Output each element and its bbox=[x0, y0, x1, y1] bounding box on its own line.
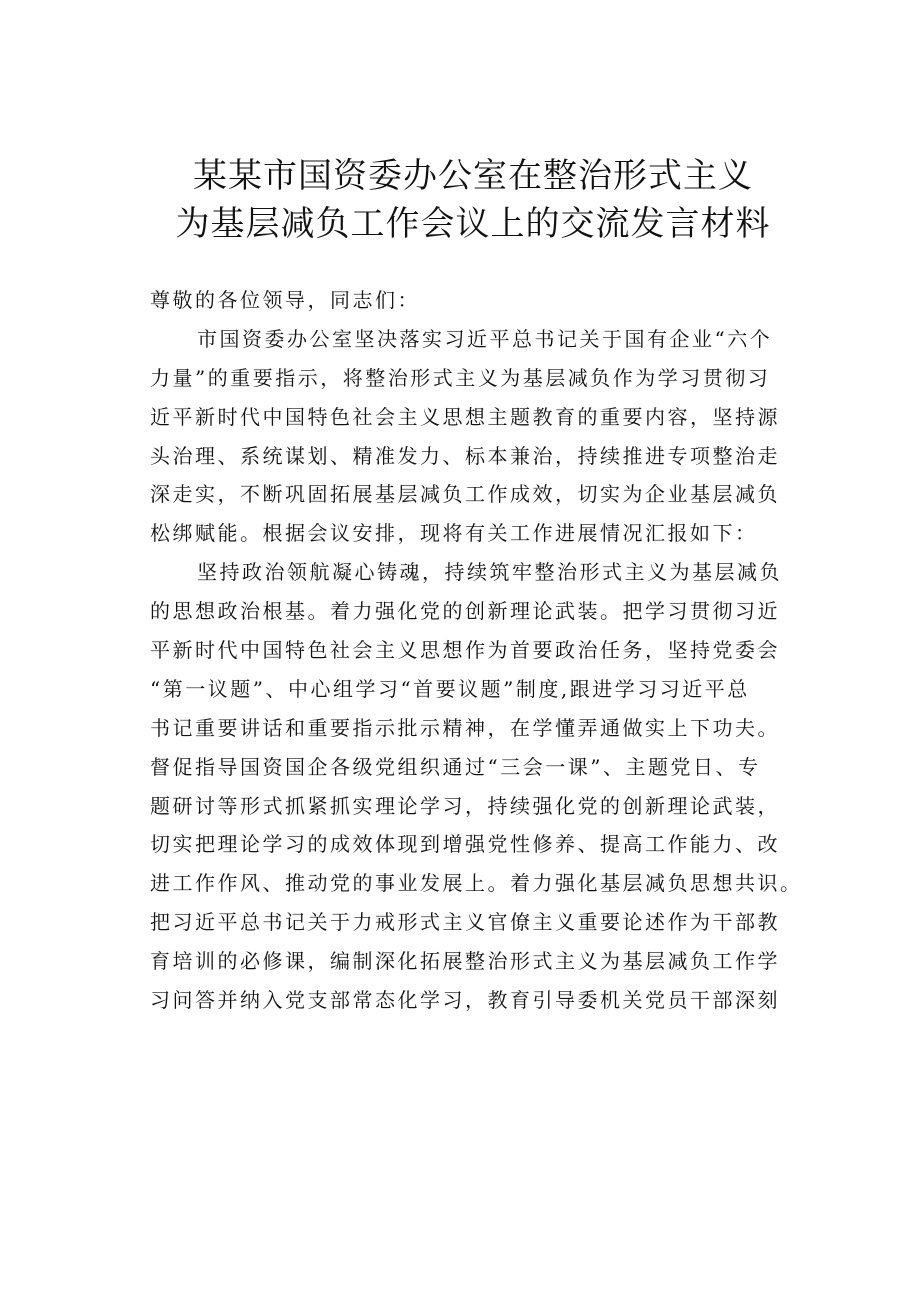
paragraph-line: 力量”的重要指示，将整治形式主义为基层减负作为学习贯彻习 bbox=[150, 365, 771, 390]
document-body bbox=[150, 281, 810, 1020]
paragraph-line: 头治理、系统谋划、精准发力、标本兼治，持续推进专项整治走 bbox=[150, 443, 780, 468]
paragraph-line: 深走实，不断巩固拓展基层减负工作成效，切实为企业基层减负 bbox=[150, 482, 780, 507]
title-line-1: 某某市国资委办公室在整治形式主义 bbox=[193, 156, 753, 196]
paragraph-line: 的思想政治根基。着力强化党的创新理论武装。把学习贯彻习近 bbox=[150, 599, 780, 624]
paragraph-line: 松绑赋能。根据会议安排，现将有关工作进展情况汇报如下： bbox=[150, 521, 758, 546]
document-title bbox=[150, 152, 796, 248]
paragraph-line: 督促指导国资国企各级党组织通过“三会一课”、主题党日、专 bbox=[150, 754, 761, 779]
paragraph-line: 习问答并纳入党支部常态化学习，教育引导委机关党员干部深刻 bbox=[150, 988, 780, 1013]
paragraph-line: 书记重要讲话和重要指示批示精神，在学懂弄通做实上下功夫。 bbox=[150, 715, 780, 740]
salutation: 尊敬的各位领导，同志们： bbox=[150, 288, 420, 312]
paragraph-line: 切实把理论学习的成效体现到增强党性修养、提高工作能力、改 bbox=[150, 832, 780, 857]
paragraph-line: 市国资委办公室坚决落实习近平总书记关于国有企业“六个 bbox=[197, 326, 773, 351]
paragraph-line: “第一议题”、中心组学习“首要议题”制度,跟进学习习近平总 bbox=[150, 676, 750, 701]
paragraph-line: 育培训的必修课，编制深化拓展整治形式主义为基层减负工作学 bbox=[150, 949, 780, 974]
paragraph-line: 把习近平总书记关于力戒形式主义官僚主义重要论述作为干部教 bbox=[150, 910, 780, 935]
paragraph-line: 坚持政治领航凝心铸魂，持续筑牢整治形式主义为基层减负 bbox=[197, 560, 782, 585]
paragraph-line: 近平新时代中国特色社会主义思想主题教育的重要内容，坚持源 bbox=[150, 404, 780, 429]
title-line-2: 为基层减负工作会议上的交流发言材料 bbox=[175, 204, 771, 244]
paragraph-line: 题研讨等形式抓紧抓实理论学习，持续强化党的创新理论武装， bbox=[150, 793, 780, 818]
paragraph-line: 进工作作风、推动党的事业发展上。着力强化基层减负思想共识。 bbox=[150, 871, 803, 896]
paragraph-line: 平新时代中国特色社会主义思想作为首要政治任务，坚持党委会 bbox=[150, 638, 780, 663]
